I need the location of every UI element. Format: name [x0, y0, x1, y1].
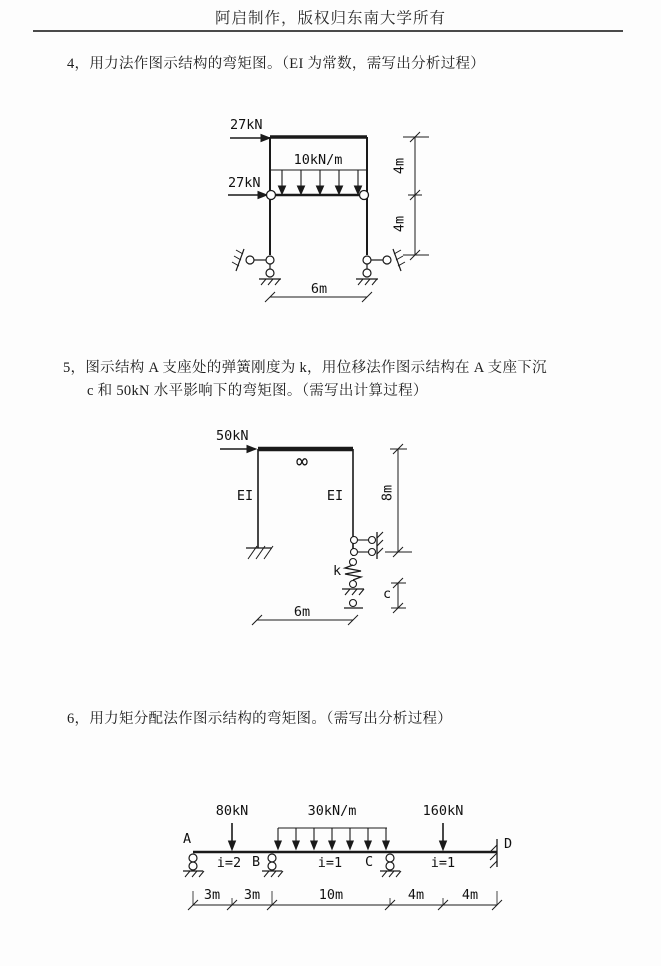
node-c-label: C [365, 854, 374, 870]
rigid-beam-label: ∞ [295, 449, 309, 473]
problem-5-text-line1: 5，图示结构 A 支座处的弹簧刚度为 k，用位移法作图示结构在 A 支座下沉 [63, 360, 547, 376]
stiffness-bc-label: i=1 [317, 855, 343, 871]
settlement-label: c [383, 586, 392, 602]
span-dim-label: 6m [293, 604, 311, 620]
ei-left-label: EI [236, 488, 254, 504]
point-load-1-label: 80kN [215, 803, 249, 819]
support-right [356, 249, 405, 285]
upper-height-dim-label: 4m [391, 157, 408, 175]
problem-5-text-line2: c 和 50kN 水平影响下的弯矩图。（需写出计算过程） [87, 383, 428, 399]
span-dim-label: 6m [310, 281, 328, 297]
height-dim-label: 8m [379, 484, 396, 502]
force-arrow [220, 446, 256, 453]
support-left [232, 249, 281, 285]
point-load-2-label: 160kN [422, 803, 464, 819]
dim-4m-2-label: 4m [461, 887, 479, 903]
support-b [262, 854, 283, 877]
ei-right-label: EI [326, 488, 344, 504]
problem-4-text: 4，用力法作图示结构的弯矩图。（EI 为常数，需写出分析过程） [67, 56, 486, 72]
support-a [183, 854, 204, 877]
problem-6-text: 6，用力矩分配法作图示结构的弯矩图。（需写出分析过程） [67, 711, 453, 727]
udl-label: 10kN/m [293, 152, 343, 168]
dim-settlement [391, 578, 406, 613]
udl-arrows [271, 170, 366, 194]
dim-3m-1-label: 3m [203, 887, 221, 903]
dim-10m-label: 10m [318, 887, 344, 903]
lower-height-dim-label: 4m [391, 215, 408, 233]
dim-heights [403, 132, 429, 260]
dim-3m-2-label: 3m [243, 887, 261, 903]
stiffness-cd-label: i=1 [430, 855, 456, 871]
page-header [0, 6, 661, 28]
force-mid-label: 27kN [228, 175, 261, 191]
udl-label: 30kN/m [307, 803, 357, 819]
point-load-arrows [229, 823, 447, 850]
spring-stiffness-label: k [333, 563, 342, 579]
node-d-label: D [504, 836, 513, 852]
diagram-5-frame [180, 425, 430, 640]
support-d-fixed [490, 839, 497, 868]
stiffness-ab-label: i=2 [216, 855, 242, 871]
diagram-4-frame [180, 103, 460, 313]
support-c [380, 854, 401, 877]
node-b-label: B [252, 854, 261, 870]
header-title: 阿启制作，版权归东南大学所有 [214, 10, 446, 27]
dim-4m-1-label: 4m [407, 887, 425, 903]
support-spring-right [342, 532, 383, 608]
header-rule [33, 30, 623, 32]
force-label: 50kN [216, 428, 249, 444]
node-a-label: A [183, 831, 192, 847]
diagram-6-beam [150, 795, 560, 925]
support-fixed-left [246, 546, 273, 559]
dim-chain [188, 887, 502, 910]
udl-arrows [275, 828, 389, 849]
force-top-label: 27kN [230, 117, 263, 133]
